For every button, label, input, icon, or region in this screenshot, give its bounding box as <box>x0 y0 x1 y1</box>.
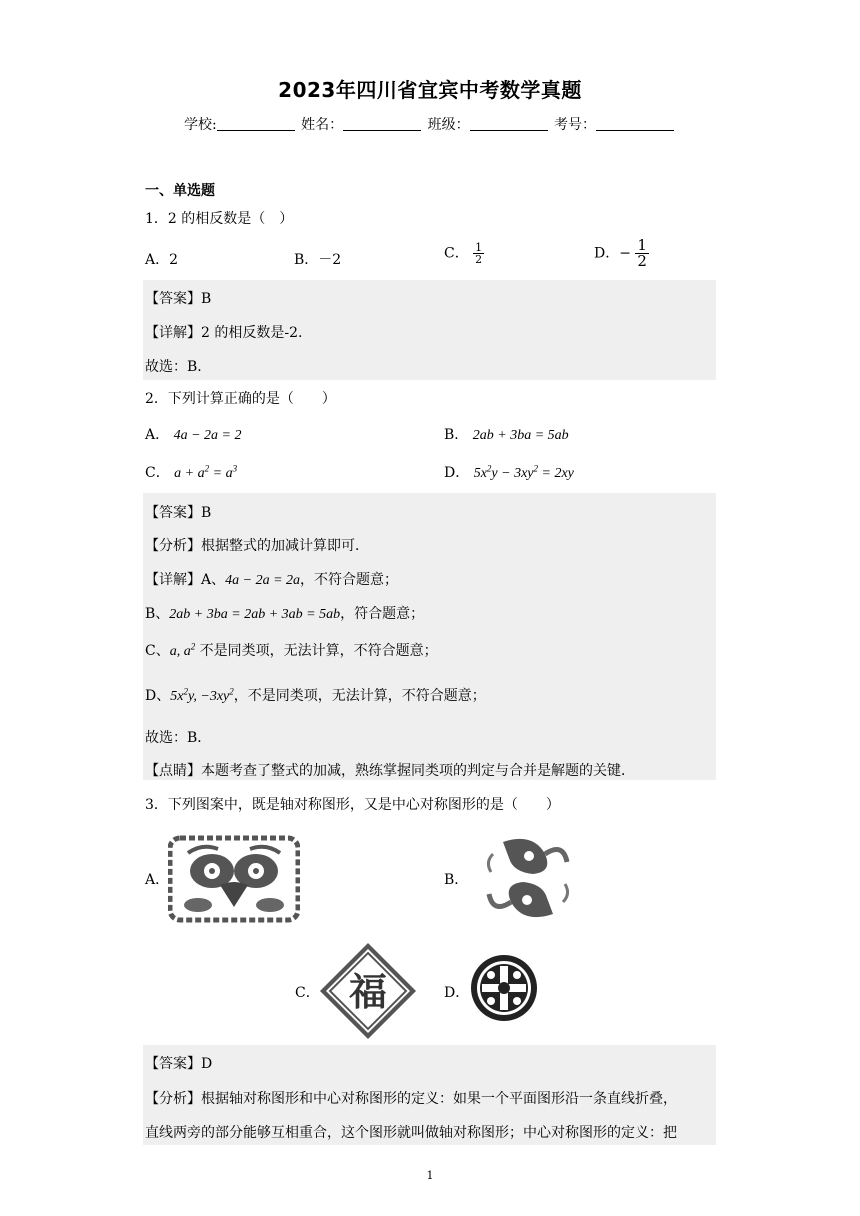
q2-detail-a-tail: ，不符合题意； <box>300 572 399 588</box>
q2-comment: 【点睛】本题考查了整式的加减，熟练掌握同类项的判定与合并是解题的关键． <box>145 763 635 779</box>
q2-choose: 故选：B． <box>145 730 212 746</box>
q2-option-a <box>145 424 241 444</box>
q3-analysis-line-2: 直线两旁的部分能够互相重合，这个图形就叫做轴对称图形；中心对称图形的定义：把 <box>145 1125 677 1141</box>
expr-part: 5x <box>473 466 487 481</box>
expr-part: y, −3xy <box>187 689 230 704</box>
q2-detail-c-tail: 不是同类项，无法计算，不符合题意； <box>195 643 438 659</box>
exam-number-label: 考号： <box>554 117 597 133</box>
class-label: 班级： <box>427 117 470 133</box>
exam-number-blank[interactable] <box>596 117 674 131</box>
q2-stem: 2．下列计算正确的是（ ） <box>145 391 336 407</box>
expr-part: a + a <box>174 466 205 481</box>
fu-character: 福 <box>348 970 388 1014</box>
exponent: 2 <box>190 641 196 652</box>
circular-papercut-image <box>469 953 539 1023</box>
expr-part: a, a <box>169 644 191 659</box>
exponent: 2 <box>183 686 188 697</box>
exponent: 2 <box>486 463 492 474</box>
q2-detail-b-tail: ，符合题意； <box>340 606 425 622</box>
q1-option-a: A．2 <box>145 252 179 268</box>
name-blank[interactable] <box>343 117 421 131</box>
q2-answer-box <box>143 493 716 780</box>
q3-analysis-line-1: 【分析】根据轴对称图形和中心对称图形的定义：如果一个平面图形沿一条直线折叠， <box>145 1091 677 1107</box>
student-info-row <box>0 114 860 134</box>
q3-answer: 【答案】D <box>145 1056 213 1072</box>
q1-stem: 1．2 的相反数是（ ） <box>145 211 294 227</box>
q2-detail-d <box>145 685 486 705</box>
section-heading: 一、单选题 <box>145 183 215 199</box>
q2-answer: 【答案】B <box>145 505 212 521</box>
class-blank[interactable] <box>470 117 548 131</box>
exponent: 2 <box>229 686 234 697</box>
q2-detail-label: 【详解】A、 <box>145 572 226 588</box>
q1-option-c <box>444 242 484 265</box>
q2-option-d-label: D． <box>444 465 470 481</box>
q1-option-d-fraction <box>635 238 649 269</box>
q1-option-c-fraction <box>473 242 484 265</box>
fraction-numerator: 1 <box>637 236 647 254</box>
fraction-denominator: 2 <box>475 253 483 266</box>
fu-character-papercut-image <box>318 941 418 1041</box>
q1-option-b: B．－2 <box>294 252 342 268</box>
exponent: 2 <box>533 463 538 474</box>
fraction-denominator: 2 <box>637 252 647 270</box>
minus-sign: − <box>619 245 631 262</box>
q2-analysis: 【分析】根据整式的加减计算即可． <box>145 538 369 554</box>
expr-part: = a <box>209 466 233 481</box>
q2-option-d-expression <box>473 463 574 481</box>
school-blank[interactable] <box>217 117 295 131</box>
fraction-numerator: 1 <box>475 241 483 254</box>
q2-detail-a <box>145 569 398 589</box>
page-title: 2023年四川省宜宾中考数学真题 <box>278 78 582 102</box>
q2-option-c-expression <box>174 463 238 481</box>
q3-stem: 3．下列图案中，既是轴对称图形，又是中心对称图形的是（ ） <box>145 797 560 813</box>
q2-detail-a-expression: 4a − 2a = 2a <box>225 573 301 588</box>
q1-answer-box <box>143 280 716 380</box>
fish-papercut-image <box>168 835 300 923</box>
q3-option-a-label: A． <box>145 872 170 888</box>
q2-option-b-expression: 2ab + 3ba = 5ab <box>472 428 569 443</box>
expr-part: y − 3xy <box>491 466 534 481</box>
q2-option-a-label: A． <box>145 427 170 443</box>
q3-answer-box <box>143 1045 716 1145</box>
q2-option-b-label: B． <box>444 427 469 443</box>
exponent: 3 <box>232 463 238 474</box>
q2-detail-b-label: B、 <box>145 606 170 622</box>
q3-option-d-label: D． <box>444 985 470 1001</box>
twin-fish-papercut-image <box>483 832 573 924</box>
q1-option-d-label: D． <box>594 245 620 262</box>
q2-option-c-label: C． <box>145 465 170 481</box>
q1-choose: 故选：B. <box>145 359 202 375</box>
q1-answer: 【答案】B <box>145 291 212 307</box>
q3-option-b-label: B． <box>444 872 469 888</box>
q2-detail-c <box>145 640 438 660</box>
q2-option-a-expression: 4a − 2a = 2 <box>173 428 242 443</box>
expr-part: 5x <box>170 689 184 704</box>
q2-option-b <box>444 424 569 444</box>
q2-detail-c-label: C、 <box>145 643 170 659</box>
q2-option-c <box>145 462 237 482</box>
q1-option-d <box>594 238 649 269</box>
q2-detail-b-expression: 2ab + 3ba = 2ab + 3ab = 5ab <box>169 607 341 622</box>
school-label: 学校: <box>183 117 217 133</box>
q2-detail-d-label: D、 <box>145 688 171 704</box>
page-number: 1 <box>426 1169 434 1182</box>
q1-option-c-label: C． <box>444 245 469 262</box>
name-label: 姓名： <box>301 117 344 133</box>
q2-option-d <box>444 462 574 482</box>
q2-detail-d-tail: ，不是同类项，无法计算，不符合题意； <box>233 688 486 704</box>
q1-detail: 【详解】2 的相反数是-2. <box>145 325 303 341</box>
q3-option-c-label: C． <box>295 985 320 1001</box>
exponent: 2 <box>204 463 210 474</box>
q2-detail-b <box>145 603 424 623</box>
expr-part: = 2xy <box>538 466 574 481</box>
